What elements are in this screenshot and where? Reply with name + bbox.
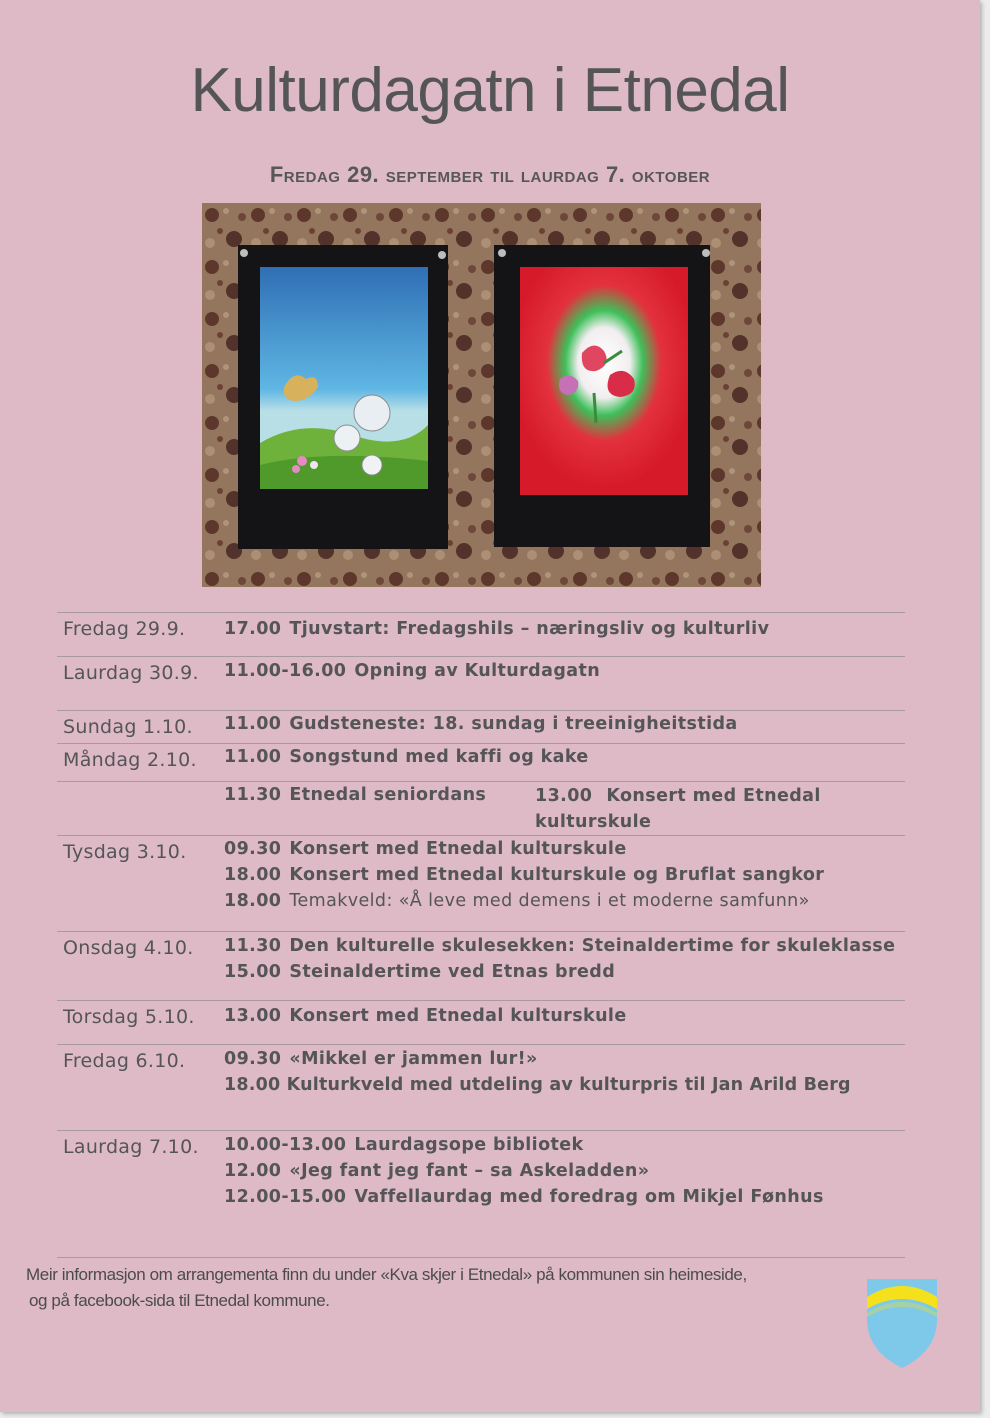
event-entry — [224, 962, 615, 982]
event-entry — [535, 783, 835, 835]
schedule-row — [57, 710, 905, 738]
schedule-row — [57, 743, 905, 771]
event-entry — [224, 1006, 627, 1026]
event-title: «Mikkel er jammen lur!» — [289, 1049, 538, 1069]
event-title: Konsert med Etnedal kulturskule — [535, 786, 821, 832]
event-entry — [224, 1075, 851, 1095]
schedule-row — [57, 612, 905, 640]
event-time: 13.00 — [535, 786, 593, 806]
footer-line: Meir informasjon om arrangementa finn du under «Kva skjer i Etnedal» på kommunen sin heimeside, — [26, 1265, 747, 1284]
schedule-row — [57, 1044, 905, 1095]
event-time: 15.00 — [224, 962, 282, 982]
schedule-row — [57, 1000, 905, 1028]
event-title: Temakveld: «Å leve med demens i et moderne samfunn» — [289, 891, 810, 911]
schedule-row — [57, 931, 905, 982]
event-title: «Jeg fant jeg fant – sa Askeladden» — [289, 1161, 650, 1181]
schedule-row — [57, 835, 905, 911]
event-time: 12.00 — [224, 1161, 282, 1181]
event-time: 18.00 — [224, 1075, 281, 1095]
event-title: Konsert med Etnedal kulturskule og Bruflat sangkor — [289, 865, 825, 885]
event-time: 11.00 — [224, 714, 282, 734]
day-label: Onsdag 4.10. — [63, 937, 194, 959]
day-label: Fredag 29.9. — [63, 618, 186, 640]
event-time: 11.30 — [224, 936, 282, 956]
event-time: 18.00 — [224, 891, 282, 911]
watercolor-paintings-photo — [202, 203, 761, 587]
schedule-row — [57, 1130, 905, 1207]
event-title: Opning av Kulturdagatn — [354, 661, 601, 681]
day-label: Sundag 1.10. — [63, 716, 193, 738]
footer-info — [26, 1262, 747, 1314]
event-title: Laurdagsope bibliotek — [354, 1135, 584, 1155]
day-label: Laurdag 30.9. — [63, 662, 199, 684]
event-entry — [224, 891, 810, 911]
event-entry — [224, 785, 486, 805]
event-entry — [224, 747, 589, 767]
event-time: 09.30 — [224, 1049, 282, 1069]
event-title: Steinaldertime ved Etnas bredd — [289, 962, 616, 982]
event-entry — [224, 1187, 824, 1207]
schedule-row — [57, 781, 905, 832]
event-entry — [224, 839, 627, 859]
event-entry — [224, 619, 769, 639]
date-range-subtitle: Fredag 29. september til laurdag 7. oktober — [269, 162, 711, 187]
day-label: Laurdag 7.10. — [63, 1136, 199, 1158]
event-title: Den kulturelle skulesekken: Steinaldertime for skuleklasse — [289, 936, 896, 956]
event-title: Tjuvstart: Fredagshils – næringsliv og kulturliv — [289, 619, 770, 639]
event-time: 13.00 — [224, 1006, 282, 1026]
event-title: Konsert med Etnedal kulturskule — [289, 839, 627, 859]
event-entry — [224, 1135, 584, 1155]
event-entry — [224, 1161, 649, 1181]
day-label: Måndag 2.10. — [63, 749, 197, 771]
event-title: Kulturkveld med utdeling av kulturpris til Jan Arild Berg — [286, 1075, 851, 1095]
event-title: Konsert med Etnedal kulturskule — [289, 1006, 627, 1026]
event-time: 11.30 — [224, 785, 282, 805]
footer-divider — [57, 1257, 905, 1258]
event-entry — [224, 865, 824, 885]
day-label: Fredag 6.10. — [63, 1050, 186, 1072]
event-time: 18.00 — [224, 865, 282, 885]
etnedal-coat-of-arms-icon — [866, 1277, 938, 1373]
event-title: Gudsteneste: 18. sundag i treeinigheitstida — [289, 714, 738, 734]
event-time: 12.00-15.00 — [224, 1187, 347, 1207]
event-entry — [224, 1049, 538, 1069]
event-entry — [224, 661, 600, 681]
event-entry — [224, 936, 895, 956]
page-title: Kulturdagatn i Etnedal — [190, 56, 790, 125]
day-label: Torsdag 5.10. — [63, 1006, 195, 1028]
event-time: 09.30 — [224, 839, 282, 859]
footer-line: og på facebook-sida til Etnedal kommune. — [29, 1291, 330, 1310]
event-time: 10.00-13.00 — [224, 1135, 347, 1155]
event-entry — [224, 714, 738, 734]
day-label: Tysdag 3.10. — [63, 841, 187, 863]
event-time: 11.00-16.00 — [224, 661, 347, 681]
event-title: Etnedal seniordans — [289, 785, 487, 805]
event-time: 11.00 — [224, 747, 282, 767]
event-title: Vaffellaurdag med foredrag om Mikjel Fønhus — [354, 1187, 824, 1207]
event-time: 17.00 — [224, 619, 282, 639]
schedule-row — [57, 656, 905, 684]
event-title: Songstund med kaffi og kake — [289, 747, 589, 767]
